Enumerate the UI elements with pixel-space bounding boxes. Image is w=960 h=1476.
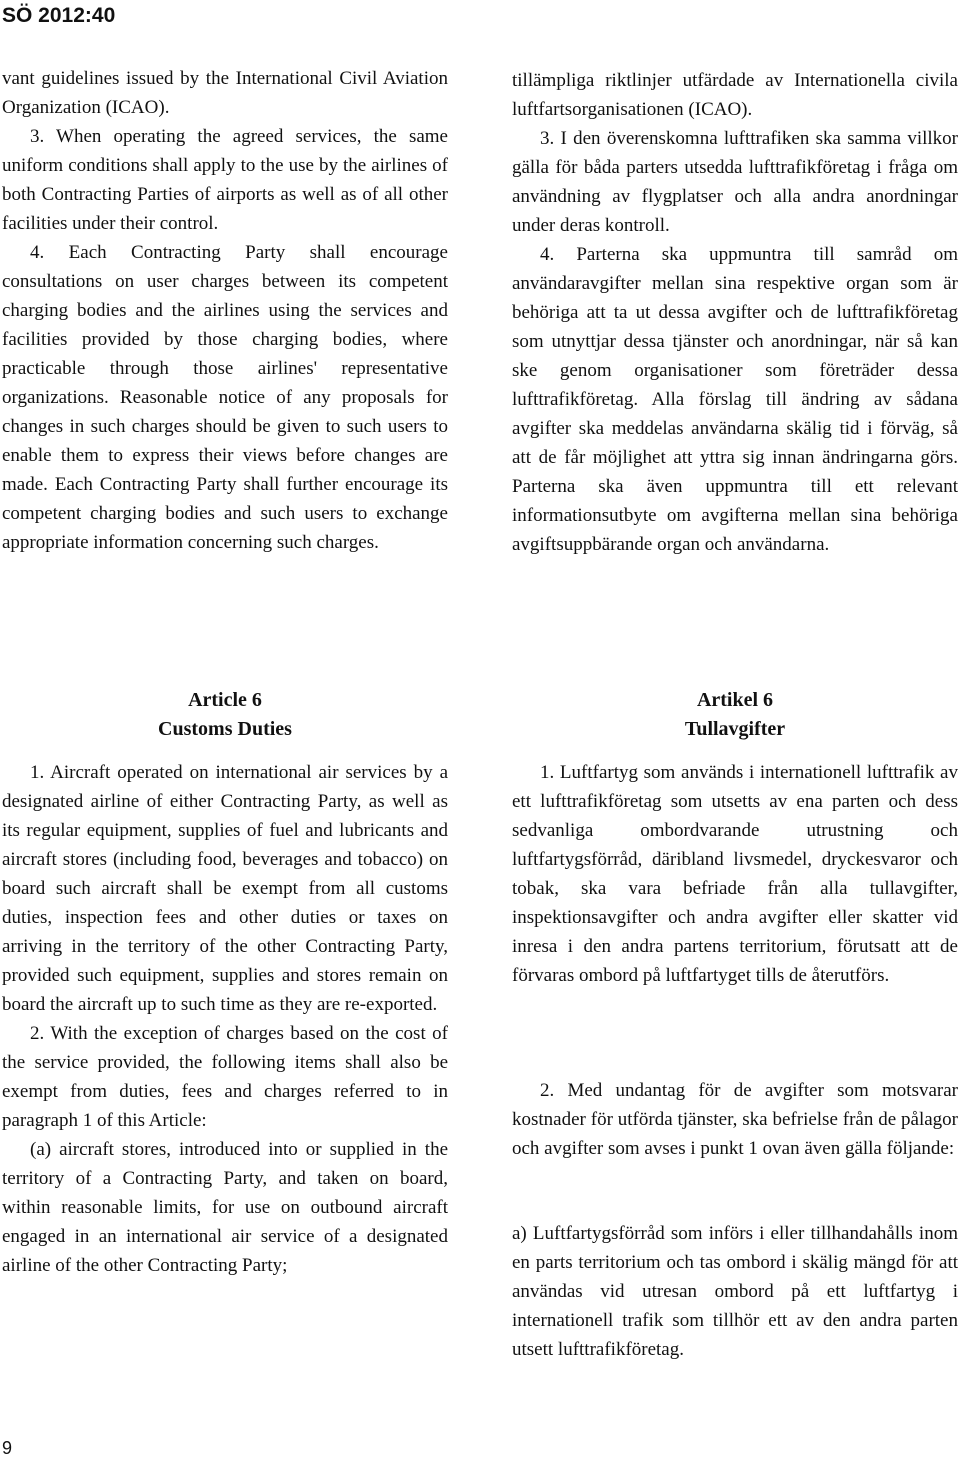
english-paragraph-4: 4. Each Contracting Party shall encourage consultations on user charges between its competent charging bodies and the airlines using the services and facilities provided by those charging bodies, where practicable through those airlines' representative organizations. Reasonable notice of any proposals for changes in such charges should be given to such users to enable them to express their views before changes are made. Each Contracting Party shall further encourage its competent charging bodies and such users to exchange appropriate information concerning such charges. (2, 242, 448, 553)
english-article-paragraph-2: 2. With the exception of charges based on the cost of the service provided, the following items shall also be exempt from duties, fees and charges referred to in paragraph 1 of this Article: (2, 1023, 448, 1131)
swedish-paragraph-3: 3. I den överenskomna lufttrafiken ska samma villkor gälla för båda parters utsedda lufttrafikföretag i fråga om användning av flygplatser och alla andra anordningar under deras kontroll. (512, 128, 958, 236)
english-article-item-a: (a) aircraft stores, introduced into or supplied in the territory of a Contracting Party, and taken on board, within reasonable limits, for use on outbound aircraft engaged in an international air service of a designated airline of the other Contracting Party; (2, 1139, 448, 1276)
english-article-body (2, 758, 448, 1280)
document-reference: SÖ 2012:40 (2, 4, 116, 27)
swedish-article-paragraph-1: 1. Luftfartyg som används i internationell lufttrafik av ett lufttrafikföretag som utsetts av ena parten och dess sedvanliga ombordvarande utrustning och luftfartygsförråd, däribland livsmedel, dryckesvaror och tobak, ska vara befriade från alla tullavgifter, inspektionsavgifter och andra avgifter eller skatter vid inresa i den andra partens territorium, förutsatt att de förvaras ombord på luftfartyget tills de återutförs. (512, 762, 958, 986)
swedish-article-title: Tullavgifter (684, 718, 786, 740)
swedish-article-body-2 (512, 1076, 958, 1163)
swedish-article-paragraph-2: 2. Med undantag för de avgifter som motsvarar kostnader för utförda tjänster, ska befrielse från de pålagor och avgifter som avses i punkt 1 ovan även gälla följande: (512, 1080, 958, 1159)
english-article-heading (2, 686, 448, 744)
swedish-article-body-1 (512, 758, 958, 990)
swedish-article-item-a: a) Luftfartygsförråd som införs i eller tillhandahålls inom en parts territorium och tas ombord i skälig mängd för att användas vid utresan ombord på ett luftfartyg i internationell trafik som tillhör ett av den andra parten utsett lufttrafikföretag. (512, 1223, 958, 1360)
english-article-title: Customs Duties (158, 718, 292, 740)
english-article-paragraph-1: 1. Aircraft operated on international air services by a designated airline of either Contracting Party, as well as its regular equipment, supplies of fuel and lubricants and aircraft stores (including food, beverages and tobacco) on board such aircraft shall be exempt from all customs duties, inspection fees and other duties or taxes on arriving in the territory of the other Contracting Party, provided such equipment, supplies and stores remain on board the aircraft up to such time as they are re-exported. (2, 762, 448, 1015)
page-number: 9 (2, 1438, 13, 1458)
english-article-number: Article 6 (188, 689, 262, 711)
swedish-article-body-3 (512, 1219, 958, 1364)
swedish-article-heading (512, 686, 958, 744)
swedish-paragraph-4: 4. Parterna ska uppmuntra till samråd om användaravgifter mellan sina respektive organ som är behöriga att ta ut dessa avgifter och de lufttrafikföretag som utnyttjar dessa tjänster och anordningar, när så kan ske genom organisationer som företräder dessa lufttrafikföretag. Alla förslag till ändring av sådana avgifter ska meddelas användarna skälig tid i förväg, så att de får möjlighet att yttra sig innan ändringarna görs. Parterna ska även uppmuntra till ett relevant informationsutbyte om avgifterna mellan sina behöriga avgiftsuppbärande organ och användarna. (512, 244, 958, 555)
swedish-paragraph-continuation: tillämpliga riktlinjer utfärdade av Internationella civila luftfartsorganisationen (ICAO). (512, 70, 958, 120)
english-paragraph-3: 3. When operating the agreed services, the same uniform conditions shall apply to the use by the airlines of both Contracting Parties of airports as well as of all other facilities under their control. (2, 126, 448, 234)
swedish-article-number: Artikel 6 (696, 689, 774, 711)
swedish-top-column (512, 66, 958, 559)
english-top-column (2, 64, 448, 557)
english-paragraph-continuation: vant guidelines issued by the International Civil Aviation Organization (ICAO). (2, 68, 448, 118)
